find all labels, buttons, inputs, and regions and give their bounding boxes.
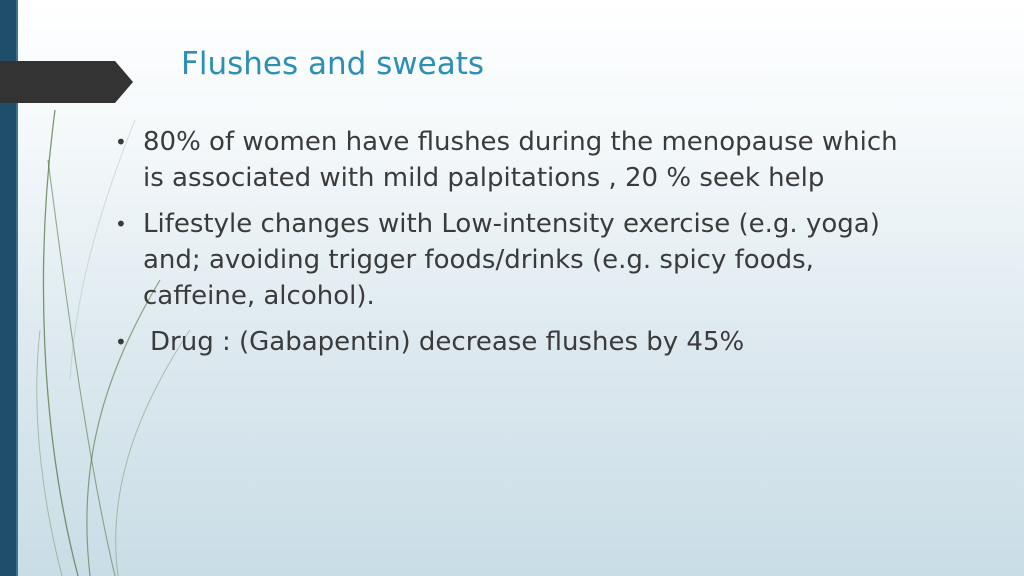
title-tab-arrow: [0, 61, 133, 103]
bullet-text: Lifestyle changes with Low-intensity exercise (e.g. yoga) and; avoiding trigger foods/drinks (e.g. spicy foods, caffeine, alcohol).: [143, 209, 880, 311]
bullet-dot-icon: •: [115, 330, 127, 354]
bullet-item: [112, 206, 912, 314]
bullet-text: 80% of women have flushes during the menopause which is associated with mild palpitations , 20 % seek help: [143, 127, 898, 193]
slide-title: Flushes and sweats: [181, 46, 485, 82]
bullet-list: [112, 124, 912, 370]
bullet-text: Drug : (Gabapentin) decrease flushes by 45%: [150, 327, 745, 357]
bullet-dot-icon: •: [115, 130, 127, 154]
bullet-item: [112, 324, 912, 360]
bullet-item: [112, 124, 912, 196]
bullet-dot-icon: •: [115, 212, 127, 236]
